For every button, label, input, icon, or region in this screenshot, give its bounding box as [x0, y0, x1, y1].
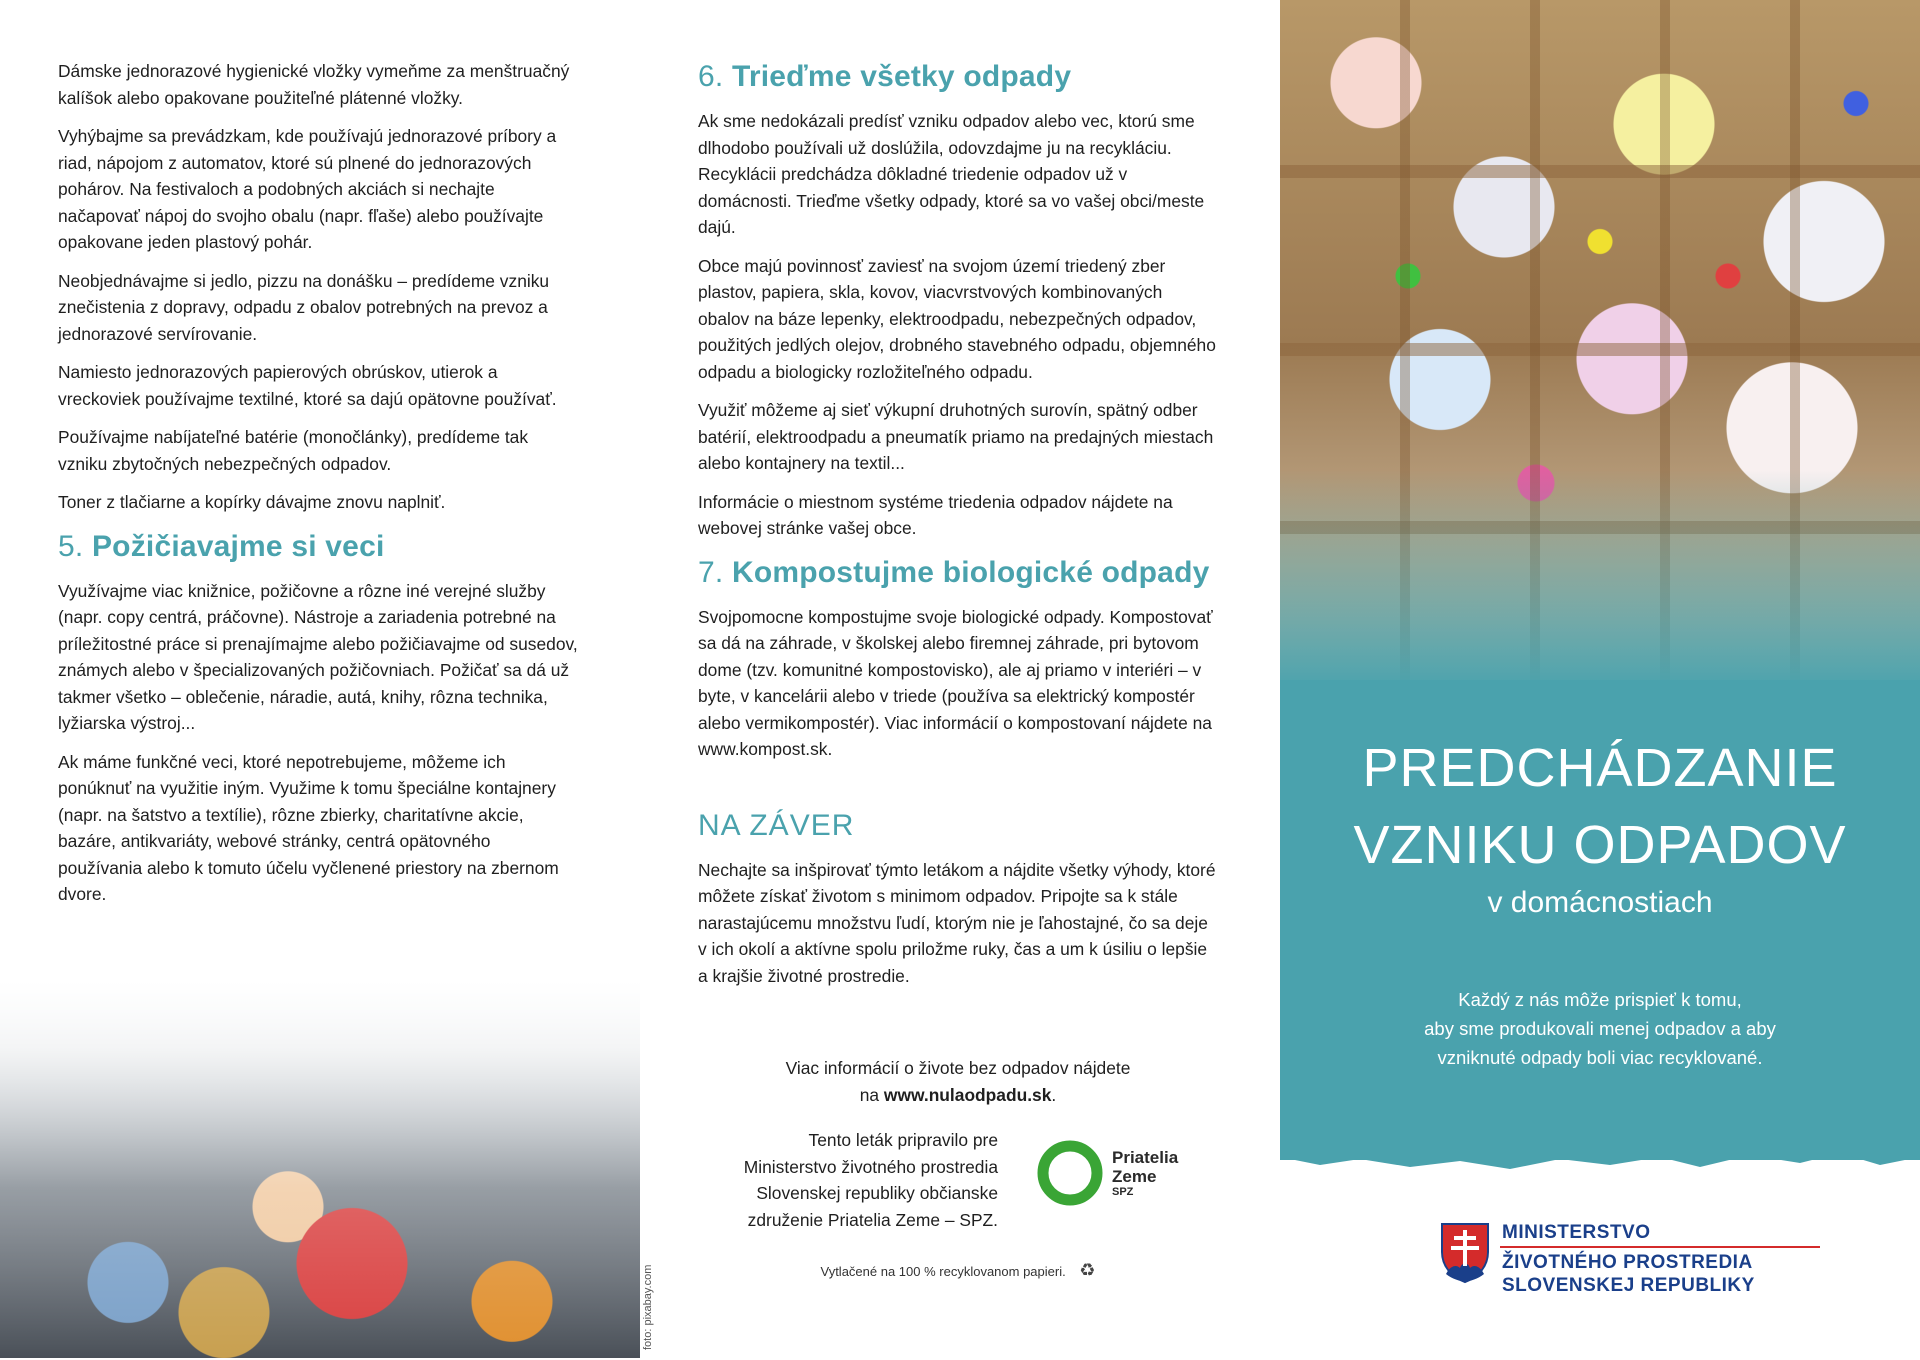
logo-line-priatelia: Priatelia [1112, 1148, 1179, 1167]
paragraph-toner: Toner z tlačiarne a kopírky dávajme znovu naplniť. [58, 492, 446, 512]
prepared-line-1: Tento leták pripravilo pre [808, 1130, 998, 1150]
cover-title-line-2: VZNIKU ODPADOV [1353, 815, 1847, 875]
cover-tagline [1280, 985, 1920, 1072]
section-7-number: 7. [698, 555, 724, 589]
more-info-suffix: . [1051, 1084, 1057, 1105]
paragraph-batteries: Používajme nabíjateľné batérie (monočlánky), predídeme tak vzniku zbytočných nebezpečných odpadov. [58, 427, 529, 474]
paragraph-municipal-collection: Obce majú povinnosť zaviesť na svojom území triedený zber plastov, papiera, skla, kovov, viacvrstvových kombinovaných obalov na báze lepenky, elektroodpadu, nebezpečných odpadov, použitých jedlých olejov, drobného stavebného odpadu, objemného odpadu a biologicky rozložiteľného odpadu. [698, 255, 1216, 382]
paragraph-borrowing: Využívajme viac knižnice, požičovne a rôzne iné verejné služby (napr. copy centrá, práčovne). Nástroje a zariadenia potrebné na príležitostné práce si prenajímajme alebo požičiavajme od susedov, známych alebo v špecializovaných požičovniach. Požičať sa dá už takmer všetko – oblečenie, náradie, autá, knihy, rôzna technika, lyžiarska výstroj... [58, 580, 578, 733]
photo-credit-text: foto: pixabay.com [642, 1264, 654, 1350]
tagline-line-3: vzniknuté odpady boli viac recyklované. [1437, 1047, 1763, 1068]
nulaodpadu-link[interactable]: www.nulaodpadu.sk [883, 1084, 1052, 1105]
printed-note [698, 1260, 1218, 1281]
prepared-by-block [698, 1127, 998, 1233]
prepared-line-3: Slovenskej republiky občianske [756, 1183, 998, 1203]
refill-containers-photo [1280, 0, 1920, 690]
paragraph-recycling: Ak sme nedokázali predísť vzniku odpadov alebo vec, ktorú sme dlhodobo používali už doslúžila, odovzdajme ju na recykláciu. Recyklácii predchádza dôkladné triedenie odpadov už v domácnosti. Trieďme všetky odpady, ktoré sa vo vašej obci/meste dajú. [698, 111, 1205, 237]
prepared-line-2: Ministerstvo životného prostredia [743, 1156, 998, 1177]
more-info-line-2 [698, 1082, 1218, 1109]
more-info-line-1: Viac informácií o živote bez odpadov nájdete [785, 1058, 1131, 1078]
heading-section-7 [698, 556, 1218, 590]
cover-title-line-1: PREDCHÁDZANIE [1362, 738, 1838, 798]
slovak-coat-of-arms-icon [1440, 1222, 1490, 1284]
printed-note-text: Vytlačené na 100 % recyklovanom papieri. [820, 1264, 1066, 1279]
paragraph-textile-napkins: Namiesto jednorazových papierových obrúskov, utierok a vreckoviek používajme textilné, ktoré sa dajú opätovne používať. [58, 362, 557, 409]
tagline-line-1: Každý z nás môže prispieť k tomu, [1458, 989, 1742, 1010]
priatelia-zeme-logo-icon [1035, 1138, 1105, 1208]
section-6-number: 6. [698, 60, 724, 93]
photo-teal-fade [1280, 470, 1920, 690]
section-6-title: Trieďme všetky odpady [731, 60, 1072, 93]
section-5-number: 5. [58, 529, 84, 563]
ministry-line-3: SLOVENSKEJ REPUBLIKY [1502, 1275, 1755, 1296]
paragraph-collection-points: Využiť môžeme aj sieť výkupní druhotných surovín, spätný odber batérií, elektroodpadu a pneumatík priamo na predajných miestach alebo kontajnery na textil... [698, 400, 1214, 473]
paragraph-local-info: Informácie o miestnom systéme triedenia odpadov nájdete na webovej stránke vašej obce. [698, 491, 1173, 538]
photo-fade-overlay [0, 980, 640, 1358]
recycle-icon: ♻ [1079, 1260, 1096, 1280]
cover-title [1280, 730, 1920, 884]
paragraph-reuse: Ak máme funkčné veci, ktoré nepotrebujeme, môžeme ich ponúknuť na využitie iným. Využime k tomu špeciálne kontajnery (napr. na šatstvo a textílie), rôzne zbierky, charitatívne akcie, bazáre, antikvariáty, webové stránky, centrá opätovného používania alebo k tomuto účelu vyčlenené priestory na zbernom dvore. [58, 751, 559, 904]
paragraph-disposable-cutlery: Vyhýbajme sa prevádzkam, kde používajú jednorazové príbory a riad, nápojom z automatov, ktoré sú plnené do jednorazových pohárov. Na festivaloch a podobných akciách si nechajte načapovať nápoj do svojho obalu (napr. fľaše) alebo používajte opakovane jeden plastový pohár. [58, 126, 557, 252]
more-info-prefix: na [859, 1084, 884, 1105]
heading-conclusion: NA ZÁVER [698, 808, 855, 842]
heading-section-5 [58, 530, 578, 564]
section-7-title: Kompostujme biologické odpady [731, 555, 1210, 589]
cover-subtitle: v domácnostiach [1487, 886, 1713, 919]
prepared-line-4: združenie Priatelia Zeme – SPZ. [747, 1209, 998, 1230]
flea-market-photo [0, 980, 640, 1358]
torn-paper-edge-icon [1280, 1135, 1920, 1195]
tagline-line-2: aby sme produkovali menej odpadov a aby [1424, 1018, 1776, 1039]
paragraph-hygiene: Dámske jednorazové hygienické vložky vymeňme za menštruačný kalíšok alebo opakovane použiteľné plátenné vložky. [58, 61, 570, 108]
paragraph-conclusion: Nechajte sa inšpirovať týmto letákom a nájdite všetky výhody, ktoré môžete získať životom s minimom odpadov. Pripojte sa k stále narastajúcemu množstvu ľudí, ktorým nie je ľahostajné, čo sa deje v ich okolí a aktívne spolu priložme ruky, čas a um k úsiliu o lepšie a krajšie životné prostredie. [698, 859, 1216, 986]
left-column [58, 58, 578, 920]
heading-section-6 [698, 60, 1218, 94]
cover-panel [1280, 0, 1920, 1358]
logo-line-zeme: Zeme [1112, 1167, 1157, 1186]
priatelia-zeme-logo-text [1112, 1148, 1178, 1198]
ministry-line-2: ŽIVOTNÉHO PROSTREDIA [1502, 1252, 1753, 1273]
middle-column [698, 58, 1218, 1001]
logo-line-spz: SPZ [1112, 1186, 1134, 1198]
paragraph-composting: Svojpomocne kompostujme svoje biologické odpady. Kompostovať sa dá na záhrade, v školskej alebo firemnej záhrade, pri bytovom dome (tzv. komunitné kompostovisko), ale aj priamo v interiéri – v byte, v kancelárii alebo v triede (používa sa elektrický kompostér alebo vermikompostér). Viac informácií o kompostovaní nájdete na www.kompost.sk. [698, 606, 1213, 759]
section-5-title: Požičiavajme si veci [91, 529, 385, 563]
ministry-logo [1440, 1222, 1910, 1302]
more-info-block [698, 1055, 1218, 1108]
paragraph-food-delivery: Neobjednávajme si jedlo, pizzu na donášku – predídeme vzniku znečistenia z dopravy, odpadu z obalov potrebných na prevoz a jednorazové servírovanie. [58, 270, 550, 344]
photo-credit [642, 1200, 662, 1360]
ministry-line-1: MINISTERSTVO [1502, 1222, 1651, 1243]
ministry-red-rule [1500, 1246, 1820, 1248]
